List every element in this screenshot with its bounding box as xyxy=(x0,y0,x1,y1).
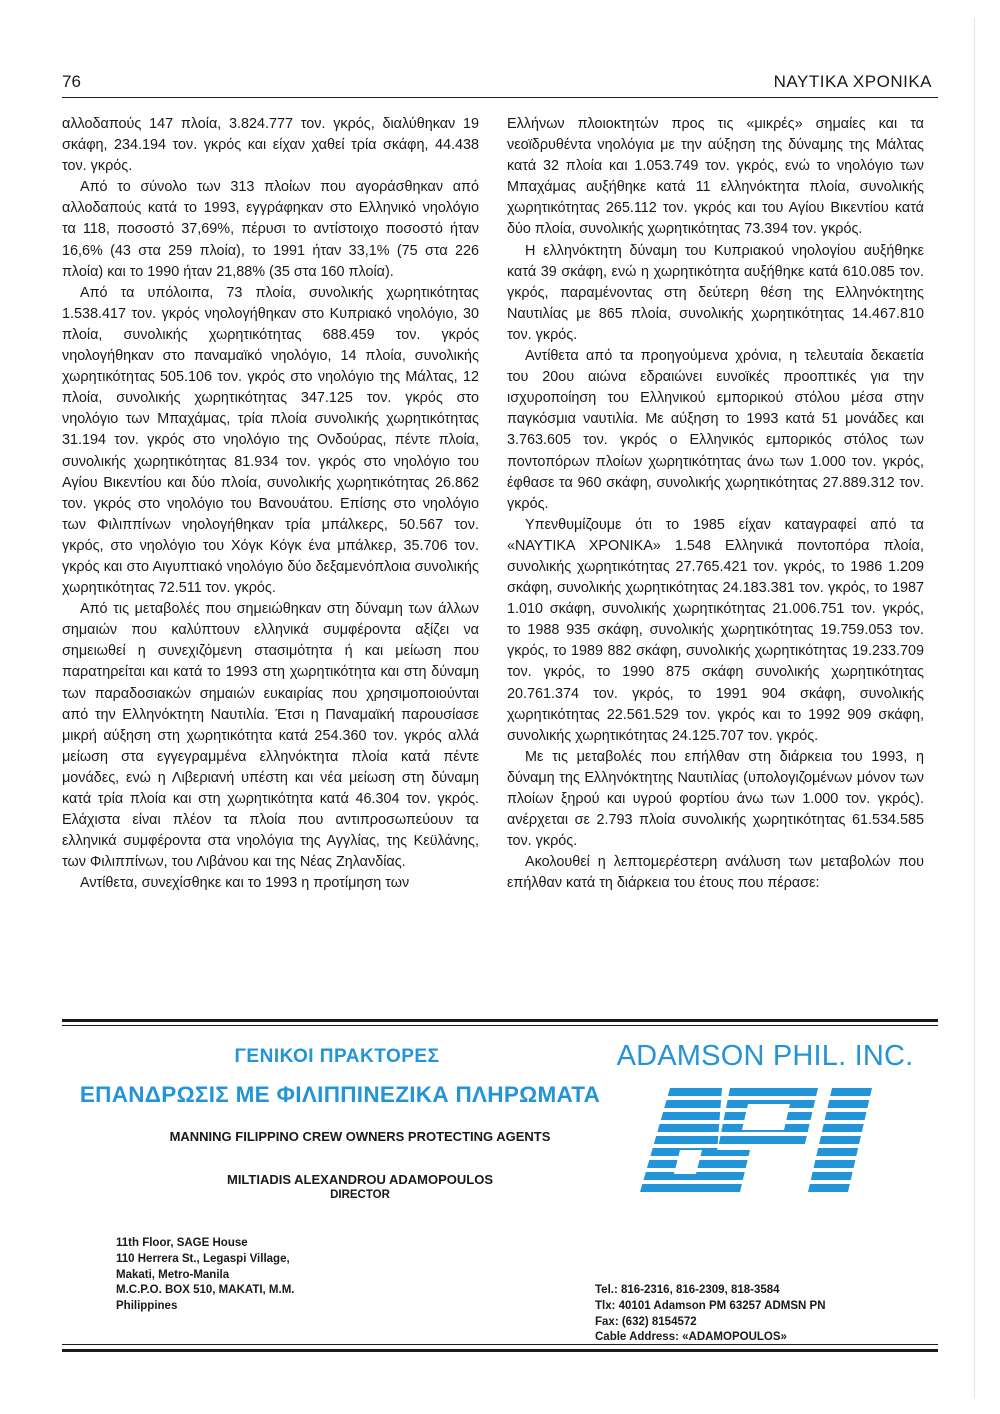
ad-heading-manning: ΕΠΑΝΔΡΩΣΙΣ ΜΕ ΦΙΛΙΠΠΙΝΕΖΙΚΑ ΠΛΗΡΩΜΑΤΑ xyxy=(79,1082,601,1107)
article-paragraph: Αντίθετα από τα προηγούμενα χρόνια, η τελευταία δεκαετία του 20ου αιώνα εδραιώνει ευνοϊκές προοπτικές για την ισχυροποίηση του Ελληνικού εμπορικού στόλου μέσα στην παγκόσμια ναυτιλία. Με αύξηση το 1993 κατά 51 μονάδες και 3.763.605 τον. γκρός ο Ελληνικός εμπορικός στόλος των ποντοπόρων πλοίων χωρητικότητας άνω των 1.000 τον. γκρός, έφθασε τα 960 σκάφη, συνολικής χωρητικότητας 27.889.312 τον. γκρός. xyxy=(507,348,924,512)
article-paragraph: Με τις μεταβολές που επήλθαν στη διάρκεια του 1993, η δύναμη της Ελληνόκτητης Ναυτιλίας (υπολογιζομένων μόνον των πλοίων ξηρού και υγρού φορτίου άνω των 1.000 τον. γκρός). ανέρχεται σε 2.793 πλοία συνολικής χωρητικότητας 61.534.585 τον. γκρός. xyxy=(507,748,924,850)
ad-bottom-rule-thick xyxy=(62,1349,938,1352)
page-edge-line xyxy=(974,18,975,1398)
ad-contact-line: Cable Address: «ADAMOPOULOS» xyxy=(595,1331,787,1344)
ad-subheading: MANNING FILIPPINO CREW OWNERS PROTECTING AGENTS xyxy=(169,1129,551,1144)
ad-bottom-rule-thin xyxy=(62,1344,938,1345)
logo-p-counter xyxy=(742,1104,790,1130)
article-paragraph: Ακολουθεί η λεπτομερέστερη ανάλυση των μεταβολών που επήλθαν κατά τη διάρκεια του έτους που πέρασε: xyxy=(507,854,924,892)
ad-heading-general-agents: ΓΕΝΙΚΟΙ ΠΡΑΚΤΟΡΕΣ xyxy=(234,1046,440,1067)
article-right-column xyxy=(507,114,924,894)
article-paragraph: Ελλήνων πλοιοκτητών προς τις «μικρές» σημαίες και τα νεοϊδρυθέντα νηολόγια με την αύξηση της δύναμης της Μάλτας κατά 32 πλοία και 1.053.749 τον. γκρός, ενώ το νηολόγιο των Μπαχάμας αυξήθηκε κατά 11 ελληνόκτητα πλοία, συνολικής χωρητικότητας 265.112 τον. γκρός και του Αγίου Βικεντίου κατά δύο πλοία, συνολικής χωρητικότητας 73.394 τον. γκρός. xyxy=(507,116,924,238)
article-paragraph: Αντίθετα, συνεχίσθηκε και το 1993 η προτίμηση των xyxy=(80,875,410,892)
logo-a-shape xyxy=(640,1088,722,1192)
ad-address-line: Philippines xyxy=(116,1300,178,1313)
ad-top-rule-thick xyxy=(62,1019,938,1022)
ad-address-line: M.C.P.O. BOX 510, MAKATI, M.M. xyxy=(116,1284,295,1297)
page-number: 76 xyxy=(62,72,81,91)
ad-director-name: MILTIADIS ALEXANDROU ADAMOPOULOS xyxy=(226,1172,493,1187)
ad-contact-line: Tel.: 816-2316, 816-2309, 818-3584 xyxy=(595,1284,780,1296)
ad-contacts xyxy=(595,1283,826,1346)
article-paragraph: Η ελληνόκτητη δύναμη του Κυπριακού νηολογίου αυξήθηκε κατά 39 σκάφη, ενώ η χωρητικότητα αυξήθηκε κατά 610.085 τον. γκρός, παραμένοντας στη δεύτερη θέση της Ελληνόκτητης Ναυτιλίας με 865 πλοία, συνολικής χωρητικότητας 14.467.810 τον. γκρός. xyxy=(507,242,924,343)
article-left-column xyxy=(62,114,479,894)
article-paragraph: αλλοδαπούς 147 πλοία, 3.824.777 τον. γκρός, διαλύθηκαν 19 σκάφη, 234.194 τον. γκρός και είχαν χαθεί τρία σκάφη, 44.438 τον. γκρός. xyxy=(62,116,479,175)
ad-company-name: ADAMSON PHIL. INC. xyxy=(616,1040,914,1072)
article-paragraph: Από το σύνολο των 313 πλοίων που αγοράσθηκαν από αλλοδαπούς κατά το 1993, εγγράφηκαν στο Ελληνικό νηολόγιο τα 118, ποσοστό 37,69%, πέρυσι το αντίστοιχο ποσοστό ήταν 16,6% (43 στα 259 πλοία), το 1991 ήταν 33,1% (75 στα 226 πλοία) και το 1990 ήταν 21,88% (35 στα 160 πλοία). xyxy=(62,179,479,280)
ad-top-rule-thin xyxy=(62,1025,938,1026)
logo-i-shape xyxy=(808,1088,872,1192)
ad-address-line: 110 Herrera St., Legaspi Village, xyxy=(116,1252,290,1265)
ad-contact-line: Fax: (632) 8154572 xyxy=(595,1315,697,1328)
ad-address-line: 11th Floor, SAGE House xyxy=(116,1237,248,1249)
article-paragraph: Υπενθυμίζουμε ότι το 1985 είχαν καταγραφεί από τα «ΝΑΥΤΙΚΑ ΧΡΟΝΙΚΑ» 1.548 Ελληνικά ποντοπόρα πλοία, συνολικής χωρητικότητας 27.765.421 τον. γκρός, το 1986 1.209 σκάφη, συνολικής χωρητικότητας 24.183.381 τον. γκρός, το 1987 1.010 σκάφη, συνολικής χωρητικότητας 21.006.751 τον. γκρός, το 1988 935 σκάφη, συνολικής χωρητικότητας 19.759.053 τον. γκρός, το 1989 882 σκάφη, συνολικής χωρητικότητας 19.233.709 τον. γκρός, το 1990 875 σκάφη συνολικής χωρητικότητας 20.761.374 τον. γκρός, το 1991 904 σκάφη, συνολικής χωρητικότητας 22.561.529 τον. γκρός και το 1992 909 σκάφη, συνολικής χωρητικότητας 24.125.707 τον. γκρός. xyxy=(507,516,924,744)
ad-address-line: Makati, Metro-Manila xyxy=(116,1268,230,1281)
ad-address xyxy=(116,1236,295,1315)
header-rule xyxy=(62,97,938,98)
api-logo xyxy=(640,1088,890,1192)
ad-director-title: DIRECTOR xyxy=(330,1189,390,1201)
article-paragraph: Από τις μεταβολές που σημειώθηκαν στη δύναμη των άλλων σημαιών που καλύπτουν ελληνικά συμφέροντα αξίζει να σημειωθεί η συνεχιζόμενη στασιμότητα ή και μείωση που παρατηρείται και κατά το 1993 στη χωρητικότητα και στη δύναμη των παραδοσιακών σημαιών ευκαιρίας που χρησιμοποιούνται από την Ελληνόκτητη Ναυτιλία. Έτσι η Παναμαϊκή παρουσίασε μικρή αύξηση στη χωρητικότητα κατά 254.360 τον. γκρός αλλά μείωση στα εγγεγραμμένα ελληνόκτητα πλοία κατά πέντε μονάδες, ενώ η Λιβεριανή υπέστη και νέα μείωση στη δύναμη κατά τρία πλοία και στη χωρητικότητα κατά 46.304 τον. γκρός. Ελάχιστα είναι πλέον τα πλοία που αντιπροσωπεύουν τα ελληνικά συμφέροντα στα νηολόγια της Αγγλίας, της Κεϋλάνης, των Φιλιππίνων, του Λιβάνου και της Νέας Ζηλανδίας. xyxy=(62,601,479,871)
ad-contact-line: Tlx: 40101 Adamson PM 63257 ADMSN PN xyxy=(595,1299,826,1312)
article-paragraph: Από τα υπόλοιπα, 73 πλοία, συνολικής χωρητικότητας 1.538.417 τον. γκρός νηολογήθηκαν στο Κυπριακό νηολόγιο, 30 πλοία, συνολικής χωρητικότητας 688.459 τον. γκρός νηολογήθηκαν στο παναμαϊκό νηολόγιο, 14 πλοία, συνολικής χωρητικότητας 505.106 τον. γκρός στο νηολόγιο της Μάλτας, 12 πλοία, συνολικής χωρητικότητας 347.125 τον. γκρός στο νηολόγιο των Μπαχάμας, τρία πλοία συνολικής χωρητικότητας 31.194 τον. γκρός στο νηολόγιο της Ονδούρας, πέντε πλοία, συνολικής χωρητικότητας 81.934 τον. γκρός στο νηολόγιο του Αγίου Βικεντίου και δύο πλοία, συνολικής χωρητικότητας 26.862 τον. γκρός στο νηολόγιο του Βανουάτου. Επίσης στο νηολόγιο των Φιλιππίνων νηολογήθηκαν τρία μπάλκερς, 50.567 τον. γκρός, στο νηολόγιο του Χόγκ Κόγκ ένα μπάλκερ, 35.706 τον. γκρός και στο Αιγυπτιακό νηολόγιο δύο δεξαμενόπλοια συνολικής χωρητικότητας 72.511 τον. γκρός. xyxy=(62,284,479,597)
journal-name: ΝΑΥΤΙΚΑ ΧΡΟΝΙΚΑ xyxy=(773,72,932,91)
